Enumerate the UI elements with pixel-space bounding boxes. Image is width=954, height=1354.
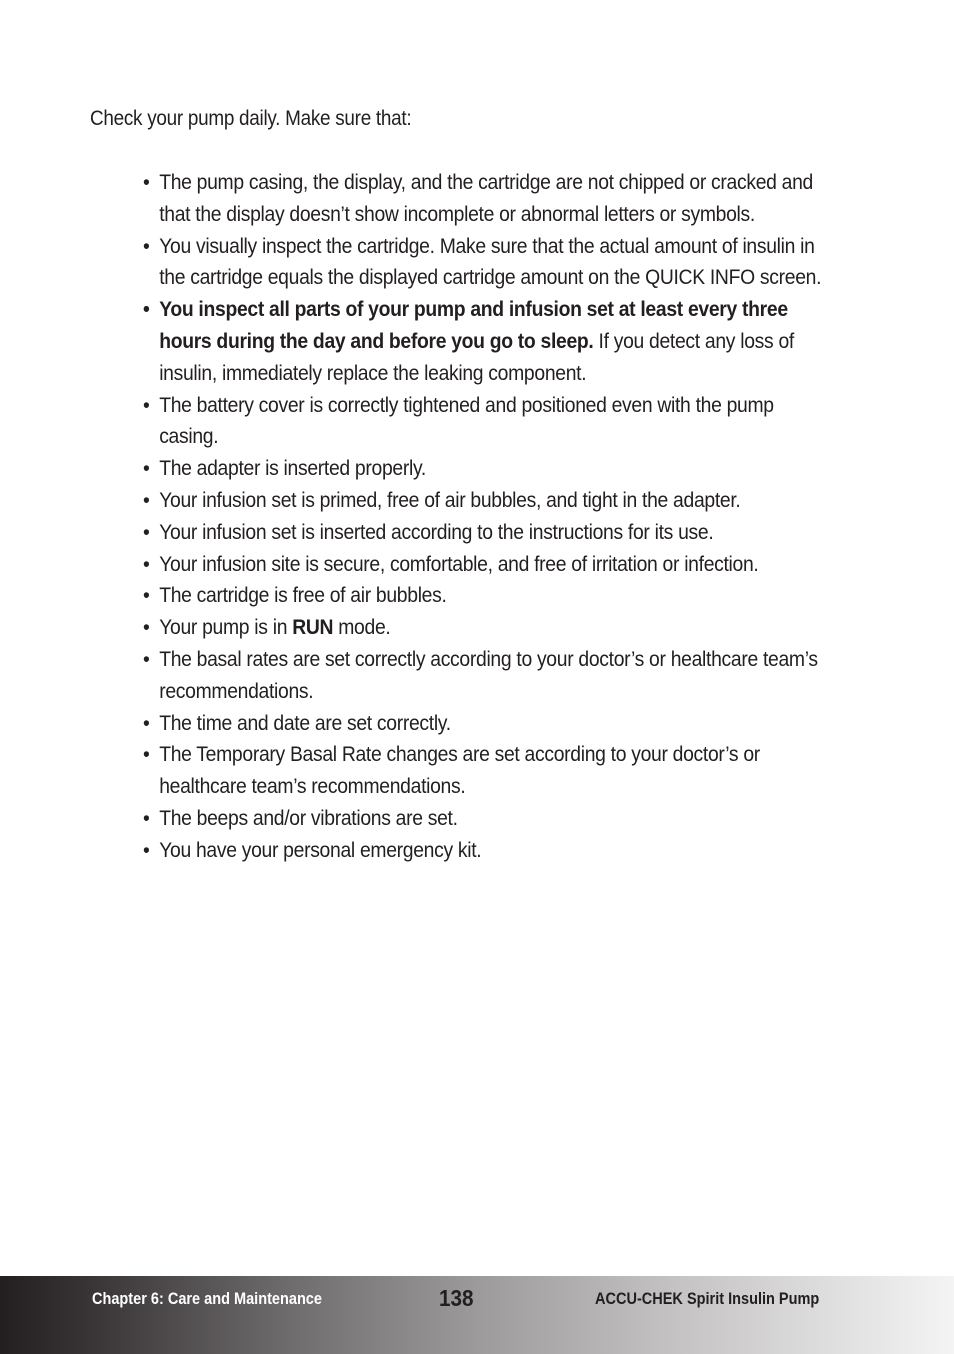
mode-name: RUN bbox=[292, 615, 334, 640]
bullet-icon: • bbox=[143, 456, 150, 481]
footer-product-name: ACCU-CHEK Spirit Insulin Pump bbox=[595, 1290, 820, 1308]
bullet-icon: • bbox=[143, 805, 150, 830]
page-footer-bar bbox=[0, 1276, 954, 1354]
bullet-icon: • bbox=[143, 392, 150, 417]
list-item-text: Your infusion set is inserted according to the instructions for its use. bbox=[159, 519, 714, 544]
bullet-icon: • bbox=[143, 170, 150, 194]
list-item-text: The cartridge is free of air bubbles. bbox=[159, 583, 447, 608]
list-item bbox=[143, 167, 827, 231]
list-item bbox=[143, 294, 827, 389]
list-item-text: Your infusion set is primed, free of air bubbles, and tight in the adapter. bbox=[159, 487, 741, 512]
bullet-icon: • bbox=[143, 487, 150, 512]
list-item bbox=[143, 580, 827, 612]
bullet-icon: • bbox=[143, 297, 150, 322]
list-item bbox=[143, 453, 827, 485]
bullet-icon: • bbox=[143, 646, 150, 671]
list-item bbox=[143, 739, 827, 803]
bullet-icon: • bbox=[143, 233, 150, 258]
list-item bbox=[143, 803, 827, 835]
list-item-text: You have your personal emergency kit. bbox=[159, 837, 482, 862]
list-item-emphasis: You inspect all parts of your pump and infusion set at least every three hours during the day and before you go to sleep. bbox=[159, 297, 788, 353]
footer-chapter-title: Chapter 6: Care and Maintenance bbox=[92, 1290, 322, 1308]
bullet-icon: • bbox=[143, 583, 150, 608]
list-item-text: mode. bbox=[333, 615, 391, 640]
list-item bbox=[143, 517, 827, 549]
list-item-text: Your pump is in bbox=[159, 615, 293, 640]
bullet-icon: • bbox=[143, 551, 150, 576]
list-item-text: The pump casing, the display, and the cartridge are not chipped or cracked and that the display doesn’t show incomplete or abnormal letters or symbols. bbox=[159, 170, 814, 226]
list-item-text: The Temporary Basal Rate changes are set according to your doctor’s or healthcare team’s recommendations. bbox=[159, 742, 760, 799]
page-number: 138 bbox=[439, 1285, 474, 1311]
list-item-text: The beeps and/or vibrations are set. bbox=[159, 805, 458, 830]
list-item bbox=[143, 549, 827, 581]
daily-checklist bbox=[143, 167, 827, 867]
list-item-text: If you detect any loss of insulin, immediately replace the leaking component. bbox=[159, 328, 794, 385]
bullet-icon: • bbox=[143, 837, 150, 862]
list-item-text: The basal rates are set correctly according to your doctor’s or healthcare team’s recommendations. bbox=[159, 646, 818, 703]
bullet-icon: • bbox=[143, 519, 150, 544]
list-item-text: The battery cover is correctly tightened and positioned even with the pump casing. bbox=[159, 392, 774, 449]
list-item-text: The adapter is inserted properly. bbox=[159, 456, 426, 481]
list-item bbox=[143, 231, 827, 295]
list-item bbox=[143, 644, 827, 708]
list-item bbox=[143, 708, 827, 740]
list-item-text: You visually inspect the cartridge. Make sure that the actual amount of insulin in the cartridge equals the displayed cartridge amount on the QUICK INFO screen. bbox=[159, 233, 822, 290]
list-item bbox=[143, 485, 827, 517]
list-item-text: Your infusion site is secure, comfortable, and free of irritation or infection. bbox=[159, 551, 759, 576]
list-item bbox=[143, 835, 827, 867]
bullet-icon: • bbox=[143, 742, 150, 767]
list-item-text: The time and date are set correctly. bbox=[159, 710, 451, 735]
list-item bbox=[143, 390, 827, 454]
list-item bbox=[143, 612, 827, 644]
bullet-icon: • bbox=[143, 615, 150, 640]
intro-text: Check your pump daily. Make sure that: bbox=[90, 107, 412, 130]
bullet-icon: • bbox=[143, 710, 150, 735]
